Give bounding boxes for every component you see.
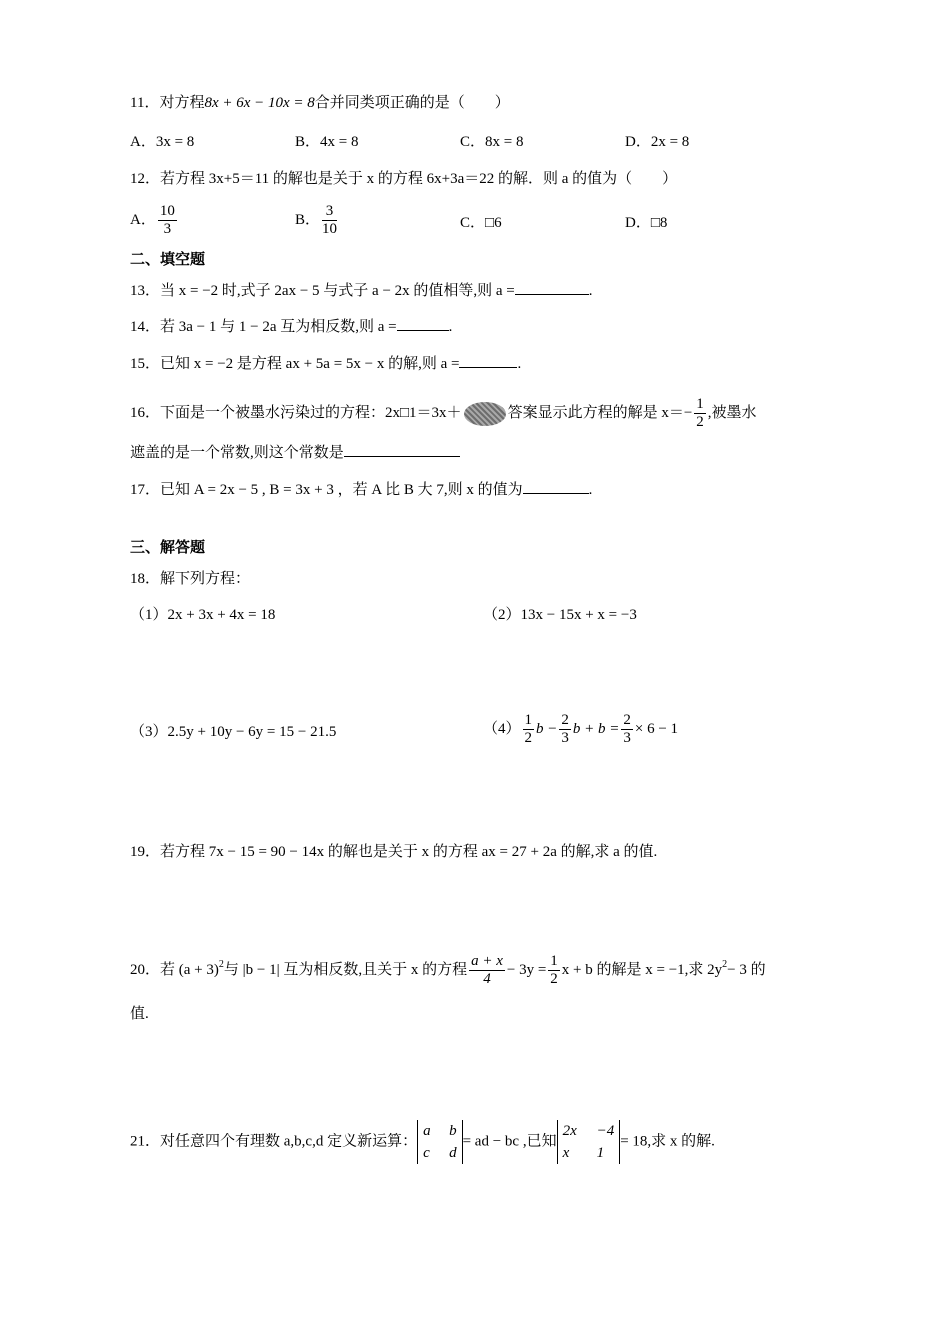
q11-stem: 11．对方程 [130,95,205,111]
q20-part5: − 3 的 [727,961,766,978]
q13-end: . [588,283,593,299]
q14-end: . [448,319,453,335]
question-11 [130,92,510,114]
exponent: 2 [722,958,728,970]
det-cell: c [423,1145,430,1161]
section-3-heading: 三、解答题 [130,538,206,556]
fraction-denominator: 10 [322,221,338,237]
q11-option-c: C．8x = 8 [460,134,524,150]
fraction-numerator: 3 [322,203,337,221]
fraction-denominator: 3 [561,730,569,746]
q11-rest: 合并同类项正确的是（ ） [314,95,510,111]
q13-text: 13．当 x = −2 时,式子 2ax − 5 与式子 a − 2x 的值相等,则 a = [130,283,515,299]
answer-blank [523,479,589,494]
q21-part1: 21．对任意四个有理数 a,b,c,d 定义新运算： [130,1133,418,1150]
q20-part3: − 3y = [506,961,547,978]
question-14 [130,316,452,338]
q18-part-2: （2）13x − 15x + x = −3 [483,607,637,623]
q16-part2: 答案显示此方程的解是 x＝− [507,404,693,421]
q18-part-4-term: b + b = [572,720,620,737]
q16-fraction [694,396,706,431]
q17-end: . [588,482,593,498]
q18-part-4 [483,712,678,747]
fraction-numerator: a + x [471,953,503,969]
question-17 [130,479,592,501]
section-2-heading: 二、填空题 [130,250,206,268]
q14-text: 14．若 3a − 1 与 1 − 2a 互为相反数,则 a = [130,319,397,335]
q12-option-b-fraction [322,203,337,238]
fraction-numerator: 2 [623,712,631,728]
fraction-denominator: 4 [483,971,491,987]
question-20 [130,953,766,988]
determinant-definition [417,1120,463,1164]
answer-blank [515,280,589,295]
answer-blank [344,442,460,457]
q20-part1: 20．若 (a + 3) [130,961,219,978]
question-16-line-2 [130,442,460,464]
q20-part4: x + b 的解是 x = −1,求 2y [561,961,723,978]
q12-option-d: D．□8 [625,215,668,231]
fraction-denominator: 2 [550,971,558,987]
fraction-numerator: 1 [524,712,533,728]
q15-end: . [517,356,522,372]
q11-option-b: B．4x = 8 [295,134,359,150]
fraction-numerator: 1 [550,953,558,969]
fraction-denominator: 3 [163,221,172,237]
answer-blank [397,316,449,331]
det-cell: −4 [596,1123,615,1139]
q20-part2: 与 |b − 1| 互为相反数,且关于 x 的方程 [223,961,468,978]
q17-text: 17．已知 A = 2x − 5 , B = 3x + 3 ，若 A 比 B 大 7,则 x 的值为 [130,482,523,498]
fraction-numerator: 1 [696,396,704,412]
question-18-stem: 18．解下列方程： [130,571,251,587]
fraction [548,953,560,988]
det-cell: 2x [562,1123,577,1139]
q12-option-a-label: A． [130,211,156,228]
q21-part2: = ad − bc ,已知 [462,1133,557,1150]
fraction-denominator: 2 [524,730,533,746]
q16-part3: ,被墨水 [707,404,757,421]
q12-option-c: C．□6 [460,215,502,231]
q11-equation: 8x + 6x − 10x = 8 [204,95,315,111]
determinant-given [557,1120,621,1164]
question-21 [130,1120,715,1164]
fraction-numerator: 2 [561,712,569,728]
q12-option-a-fraction [158,203,177,238]
det-cell: d [449,1145,457,1161]
q12-option-b-label: B． [295,211,321,228]
q18-part-1: （1）2x + 3x + 4x = 18 [130,607,276,623]
q18-part-4-term: × 6 − 1 [634,720,679,737]
fraction [559,712,571,747]
q16-line2: 遮盖的是一个常数,则这个常数是 [130,445,344,461]
q12-option-b [295,203,339,238]
question-19: 19．若方程 7x − 15 = 90 − 14x 的解也是关于 x 的方程 ax = 27 + 2a 的解,求 a 的值. [130,844,658,860]
det-cell: b [449,1123,457,1139]
fraction-denominator: 2 [696,414,704,430]
q18-part-4-label: （4） [483,720,521,737]
question-16 [130,396,757,431]
fraction [621,712,633,747]
q11-option-a: A．3x = 8 [130,134,195,150]
question-12: 12．若方程 3x+5＝11 的解也是关于 x 的方程 6x+3a＝22 的解．则 a 的值为（ ） [130,171,678,187]
q18-part-4-term: b − [536,720,558,737]
question-15 [130,353,521,375]
q15-text: 15．已知 x = −2 是方程 ax + 5a = 5x − x 的解,则 a = [130,356,460,372]
fraction [469,953,505,988]
det-cell: 1 [596,1145,605,1161]
q12-option-a [130,203,179,238]
fraction [523,712,535,747]
det-cell: a [423,1123,431,1139]
q18-part-3: （3）2.5y + 10y − 6y = 15 − 21.5 [130,724,337,740]
question-13 [130,280,593,302]
det-cell: x [562,1145,570,1161]
q16-part1: 16．下面是一个被墨水污染过的方程：2x□1＝3x＋ [130,404,462,421]
fraction-numerator: 10 [159,203,175,219]
q21-part3: = 18,求 x 的解. [620,1133,715,1150]
exponent: 2 [218,958,224,970]
question-20-line-2: 值. [130,1006,149,1022]
answer-blank [459,353,517,368]
q11-option-d: D．2x = 8 [625,134,690,150]
fraction-denominator: 3 [623,730,631,746]
ink-blot-image [464,402,506,426]
